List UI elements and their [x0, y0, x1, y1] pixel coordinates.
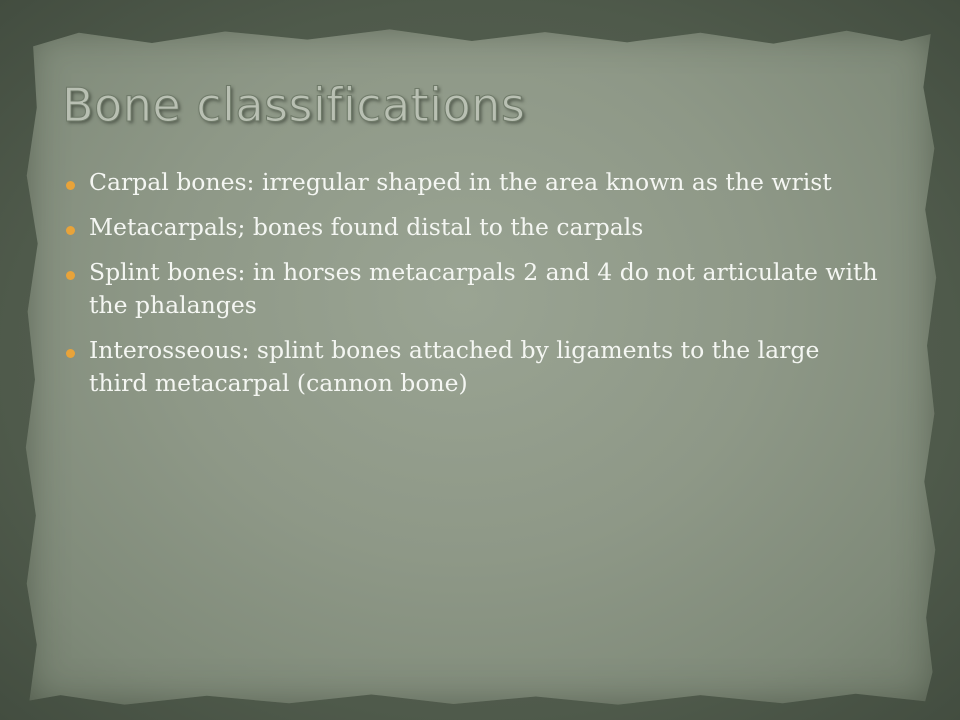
bullet-item — [62, 334, 882, 400]
bullet-dot-icon — [66, 271, 75, 280]
bullet-dot-icon — [66, 226, 75, 235]
bullet-item — [62, 166, 882, 199]
bullet-text: Splint bones: in horses metacarpals 2 and 4 do not articulate with the phalanges — [89, 258, 878, 319]
bullet-list — [62, 166, 882, 412]
bullet-item — [62, 211, 882, 244]
bullet-text: Metacarpals; bones found distal to the carpals — [89, 213, 644, 241]
bullet-item — [62, 256, 882, 322]
bullet-dot-icon — [66, 181, 75, 190]
bullet-dot-icon — [66, 349, 75, 358]
bullet-text: Interosseous: splint bones attached by ligaments to the large third metacarpal (cannon bone) — [89, 336, 820, 397]
bullet-text: Carpal bones: irregular shaped in the area known as the wrist — [89, 168, 832, 196]
slide-title: Bone classifications — [62, 78, 526, 132]
